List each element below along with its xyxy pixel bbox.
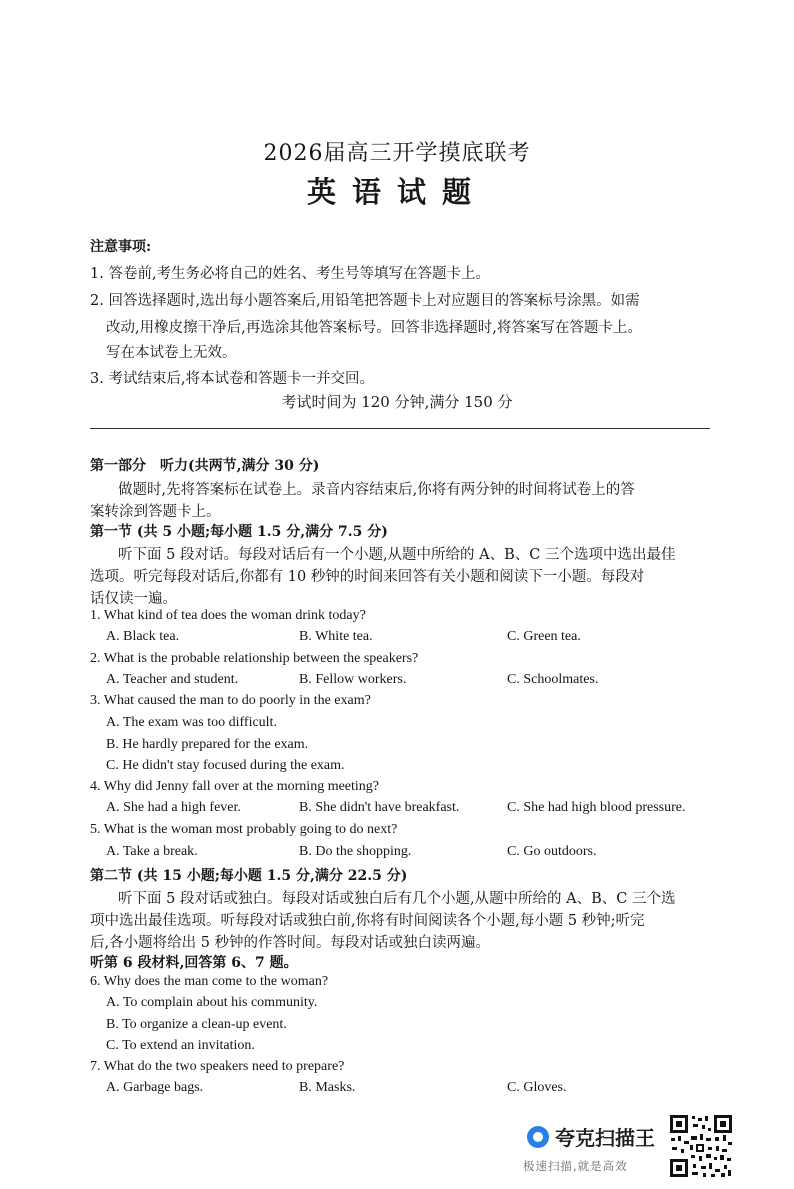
notice-line: 改动,用橡皮擦干净后,再选涂其他答案标号。回答非选择题时,将答案写在答题卡上。 <box>106 320 642 336</box>
option: B. Do the shopping. <box>299 844 412 859</box>
section1-instruction: 听下面 5 段对话。每段对话后有一个小题,从题中所给的 A、B、C 三个选项中选出最佳 <box>118 547 676 563</box>
section2-instruction: 后,各小题将给出 5 秒钟的作答时间。每段对话或独白读两遍。 <box>90 935 491 951</box>
option: B. To organize a clean-up event. <box>106 1017 287 1032</box>
section1-instruction: 选项。听完每段对话后,你都有 10 秒钟的时间来回答有关小题和阅读下一小题。每段对 <box>90 569 645 585</box>
option: C. Go outdoors. <box>507 844 597 859</box>
option: A. To complain about his community. <box>106 995 318 1010</box>
notice-line: 3. 考试结束后,将本试卷和答题卡一并交回。 <box>90 371 375 387</box>
option: C. Schoolmates. <box>507 672 599 687</box>
option: A. Teacher and student. <box>106 672 239 687</box>
option: A. Black tea. <box>106 629 180 644</box>
exam-subject: 英语试题 <box>306 175 487 209</box>
notice-line: 2. 回答选择题时,选出每小题答案后,用铅笔把答题卡上对应题目的答案标号涂黑。如需 <box>90 293 640 309</box>
option: C. He didn't stay focused during the exam. <box>106 758 345 773</box>
notice-heading: 注意事项: <box>90 239 152 255</box>
scanner-logo-icon <box>527 1126 549 1148</box>
question-stem: 1. What kind of tea does the woman drink today? <box>90 608 366 623</box>
qr-code-icon <box>669 1114 733 1178</box>
notice-line: 写在本试卷上无效。 <box>106 345 237 361</box>
notice-line: 1. 答卷前,考生务必将自己的姓名、考生号等填写在答题卡上。 <box>90 266 491 282</box>
option: C. Green tea. <box>507 629 581 644</box>
section1-instruction: 话仅读一遍。 <box>90 591 177 607</box>
option: B. He hardly prepared for the exam. <box>106 737 309 752</box>
section2-instruction: 听下面 5 段对话或独白。每段对话或独白后有几个小题,从题中所给的 A、B、C 三个选 <box>118 891 676 907</box>
option: B. White tea. <box>299 629 373 644</box>
part1-intro: 做题时,先将答案标在试卷上。录音内容结束后,你将有两分钟的时间将试卷上的答 <box>118 482 635 498</box>
option: A. Garbage bags. <box>106 1080 204 1095</box>
section2-heading: 第二节 (共 15 小题;每小题 1.5 分,满分 22.5 分) <box>90 868 408 884</box>
option: C. Gloves. <box>507 1080 567 1095</box>
material-label: 听第 6 段材料,回答第 6、7 题。 <box>90 955 298 971</box>
question-stem: 2. What is the probable relationship between the speakers? <box>90 651 419 666</box>
section1-heading: 第一节 (共 5 小题;每小题 1.5 分,满分 7.5 分) <box>90 524 388 540</box>
divider <box>90 428 710 429</box>
option: A. The exam was too difficult. <box>106 715 277 730</box>
exam-title: 2026届高三开学摸底联考 <box>263 141 531 166</box>
option: B. Masks. <box>299 1080 356 1095</box>
option: B. Fellow workers. <box>299 672 407 687</box>
scanner-brand-name: 夸克扫描王 <box>555 1126 655 1150</box>
question-stem: 5. What is the woman most probably going to do next? <box>90 822 398 837</box>
scanner-slogan: 极速扫描,就是高效 <box>523 1159 628 1173</box>
option: A. She had a high fever. <box>106 800 241 815</box>
section2-instruction: 项中选出最佳选项。听每段对话或独白前,你将有时间阅读各个小题,每小题 5 秒钟;听完 <box>90 913 645 929</box>
question-stem: 3. What caused the man to do poorly in the exam? <box>90 693 371 708</box>
question-stem: 6. Why does the man come to the woman? <box>90 974 329 989</box>
scanner-brand <box>527 1122 655 1151</box>
option: A. Take a break. <box>106 844 198 859</box>
part1-heading: 第一部分 听力(共两节,满分 30 分) <box>90 458 320 474</box>
option: C. She had high blood pressure. <box>507 800 686 815</box>
exam-time-info: 考试时间为 120 分钟,满分 150 分 <box>281 393 513 411</box>
option: C. To extend an invitation. <box>106 1038 255 1053</box>
option: B. She didn't have breakfast. <box>299 800 460 815</box>
question-stem: 4. Why did Jenny fall over at the morning meeting? <box>90 779 380 794</box>
part1-intro: 案转涂到答题卡上。 <box>90 504 221 520</box>
question-stem: 7. What do the two speakers need to prepare? <box>90 1059 345 1074</box>
